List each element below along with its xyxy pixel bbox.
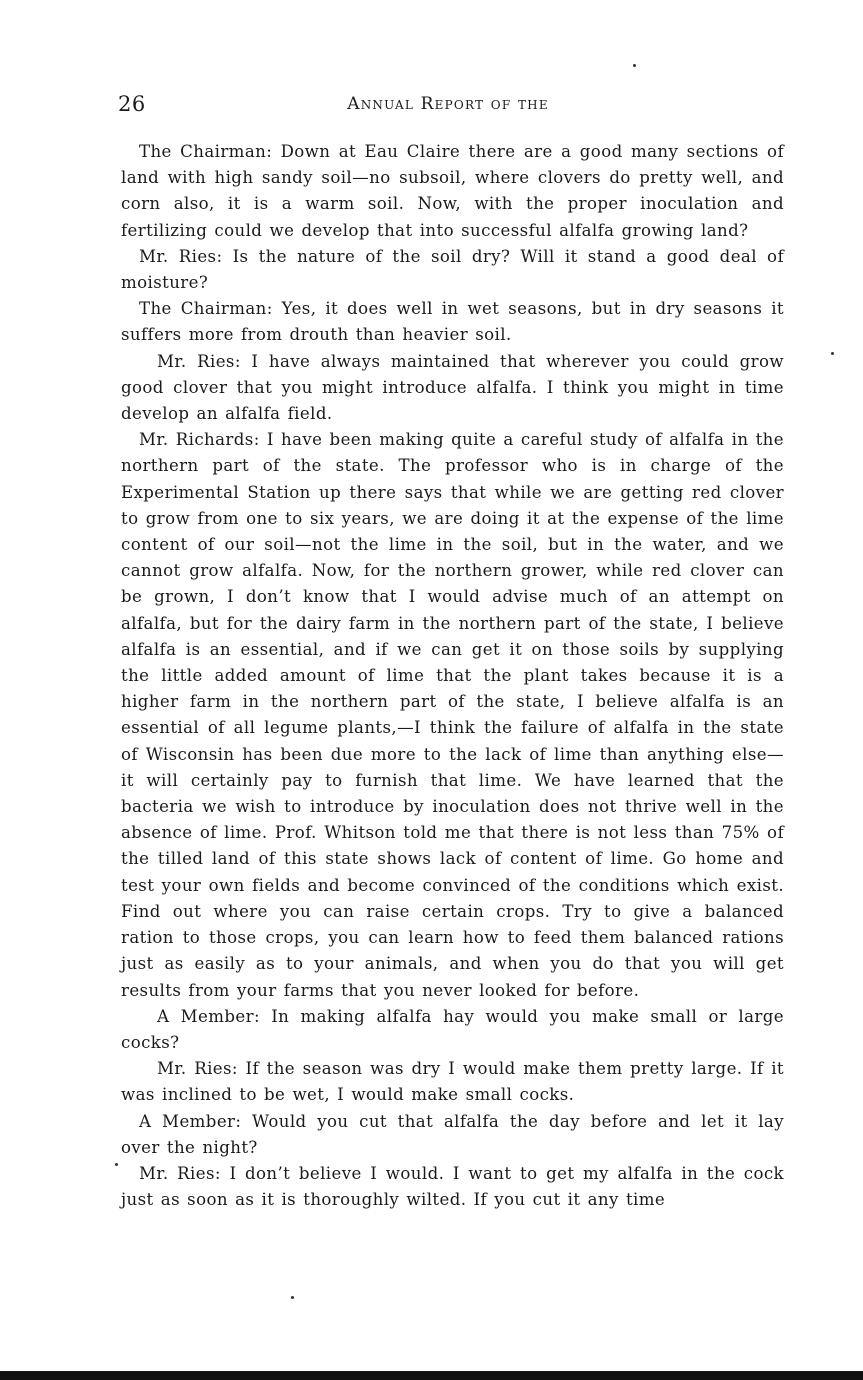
paragraph-member-cut: A Member: Would you cut that alfalfa the day before and let it lay over the night? <box>121 1111 784 1157</box>
paragraph-ries-wilted: Mr. Ries: I don’t believe I would. I want to get my alfalfa in the cock just as soon as it is thoroughly wilted. If you cut it any time <box>121 1163 784 1210</box>
paragraph-ries-clover: Mr. Ries: I have always maintained that wherever you could grow good clover that you might introduce alfalfa. I think you might in time develop an alfalfa field. <box>121 351 784 424</box>
page-number: 26 <box>118 92 146 116</box>
scan-speck <box>115 1163 118 1166</box>
paragraph-ries-season: Mr. Ries: If the season was dry I would make them pretty large. If it was inclined to be wet, I would make small cocks. <box>121 1059 784 1105</box>
paragraph-chairman-wet-seasons: The Chairman: Yes, it does well in wet seasons, but in dry seasons it suffers more from drouth than heavier soil. <box>121 299 784 345</box>
page-header <box>118 92 778 122</box>
paragraph-richards-study: Mr. Richards: I have been making quite a careful study of alfalfa in the northern part of the state. The professor who is in charge of the Experimental Station up there says that while we are getting red clover to grow from one to six years, we are doing it at the expense of the lime content of our soil—not the lime in the soil, but in the water, and we cannot grow alfalfa. Now, for the northern grower, while red clover can be grown, I don’t know that I would advise much of an attempt on alfalfa, but for the dairy farm in the northern part of the state, I believe alfalfa is an essential, and if we can get it on those soils by supplying the little added amount of lime that the plant takes because it is a higher farm in the northern part of the state, I believe alfalfa is an essential of all legume plants,—I think the failure of alfalfa in the state of Wisconsin has been due more to the lack of lime than anything else—it will certainly pay to furnish that lime. We have learned that the bacteria we wish to introduce by inoculation does not thrive well in the absence of lime. Prof. Whitson told me that there is not less than 75% of the tilled land of this state shows lack of content of lime. Go home and test your own fields and become convinced of the conditions which exist. Find out where you can raise certain crops. Try to give a balanced ration to those crops, you can learn how to feed them balanced rations just as easily as to your animals, and when you do that you will get results from your farms that you never looked for before. <box>121 430 784 1000</box>
paragraph-member-cocks: A Member: In making alfalfa hay would you make small or large cocks? <box>121 1006 784 1052</box>
paragraph-chairman-eau-claire: The Chairman: Down at Eau Claire there are a good many sections of land with high sandy soil—no subsoil, where clovers do pretty well, and corn also, it is a warm soil. Now, with the proper inoculation and fertilizing could we develop that into successful alfalfa growing land? <box>121 142 784 240</box>
scan-speck <box>291 1296 294 1299</box>
scan-speck <box>831 352 834 355</box>
running-title: Annual Report of the <box>347 94 549 114</box>
scan-speck <box>633 64 636 67</box>
paragraph-ries-soil-question: Mr. Ries: Is the nature of the soil dry? Will it stand a good deal of moisture? <box>121 246 784 293</box>
scan-bottom-edge <box>0 1371 863 1380</box>
page-body <box>121 139 784 1213</box>
